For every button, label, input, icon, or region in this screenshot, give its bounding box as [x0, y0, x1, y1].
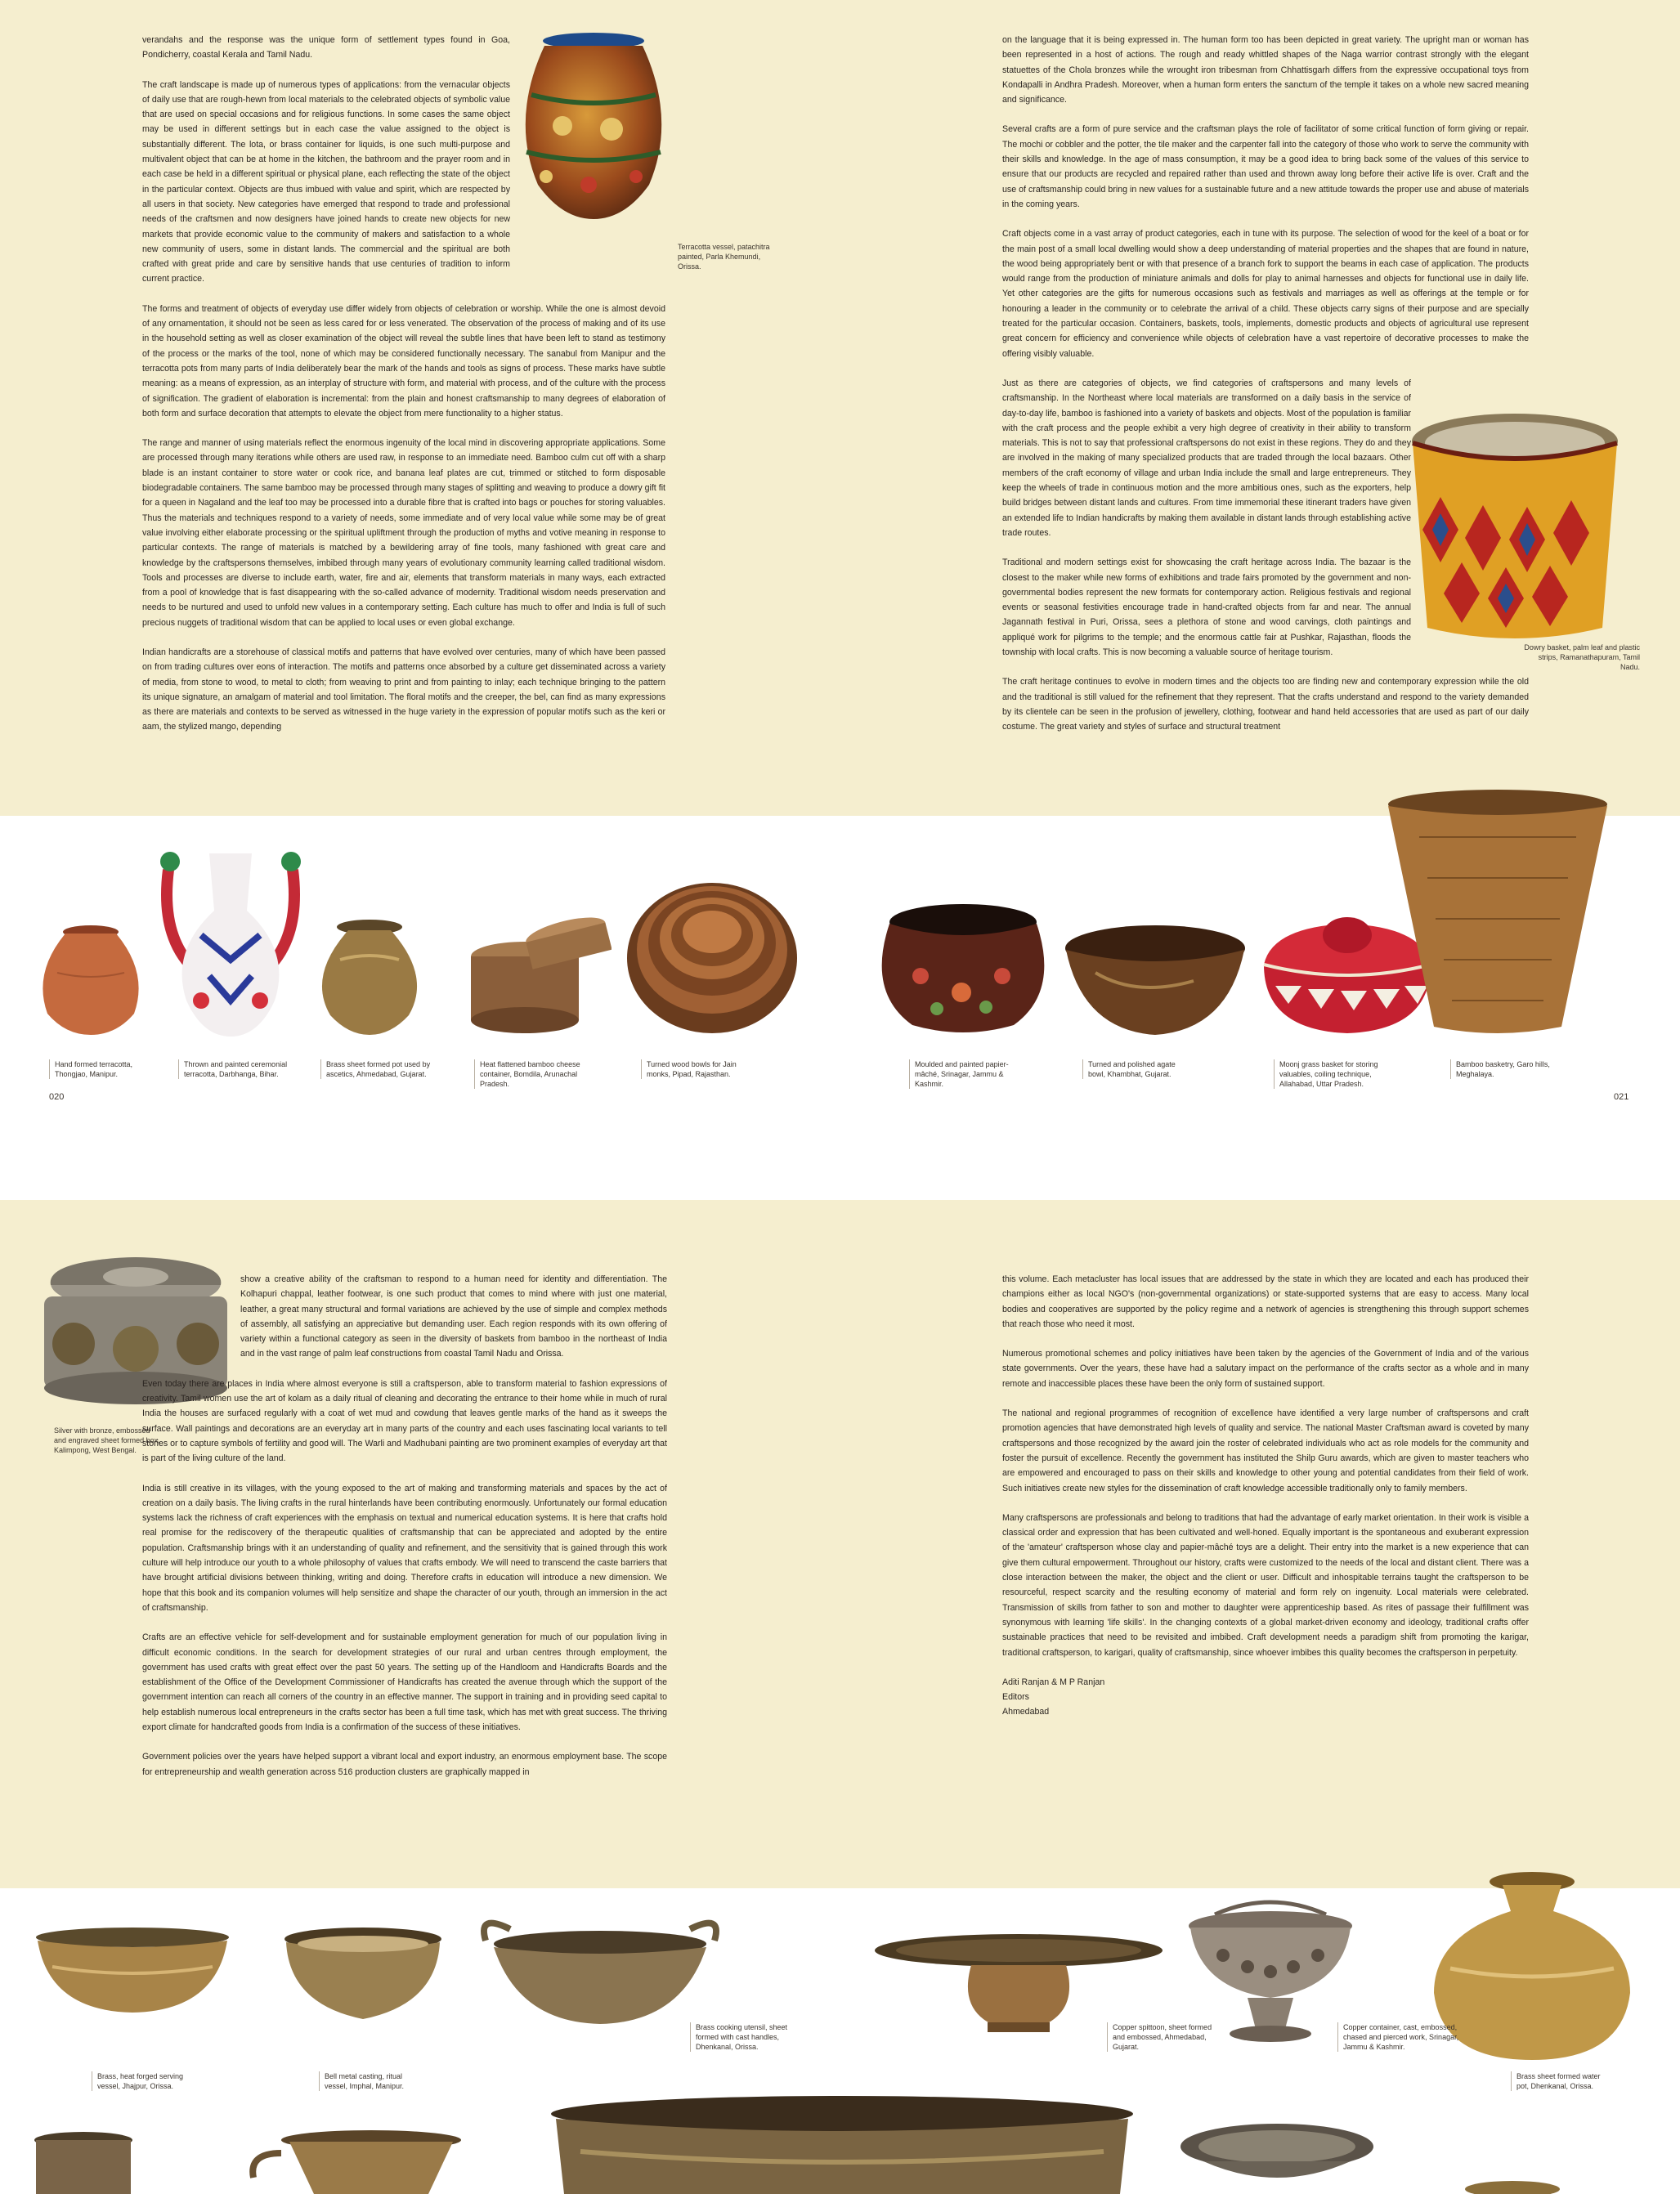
- paragraph: Government policies over the years have helped support a vibrant local and export industry, an enormous employment base. The scope for entrepreneurship and wealth generation across 516 production clusters are graphically mapped in: [142, 1752, 667, 1777]
- paragraph: Just as there are categories of objects, we find categories of craftspersons and many levels of craftsmanship. In the Northeast where local materials are transformed on a daily basis in the service of day-to-day life, bamboo is fashioned into a variety of baskets and objects. Most of the population is familiar with the craft process and the people exhibit a very high degree of creativity in their ability to transform materials. This is not to say that professional craftspersons do not exist in these regions. They do and they are involved in the making of many specialized products that are traded through the local bazaars. Other members of the craft economy of village and urban India include the small and large entrepreneurs. They keep the wheels of trade in continuous motion and the more ambitious ones, such as the exporters, help build bridges between distant lands and cultures. From time immemorial these itinerant traders have given an extended life to Indian handicrafts by making them available in distant lands through establishing active trade routes.: [1002, 378, 1411, 538]
- strip-caption: Moonj grass basket for storing valuables, coiling technique, Allahabad, Uttar Pradesh.: [1274, 1059, 1394, 1089]
- brass-cooking-utensil-image: [477, 1916, 723, 2026]
- paragraph: Indian handicrafts are a storehouse of classical motifs and patterns that have evolved over centuries, many of which have been passed on from trading cultures over eons of interaction. The motifs and patterns once absorbed by a culture get disseminated across a variety of media, from stone to wood, to metal to cloth; from weaving to print and from painting to inlay; each technique bringing to the pattern its unique signature, an amalgam of material and tool limitation. The floral motifs and the creeper, the bel, can find as many expressions as there are materials and contexts to be served as witnessed in the huge variety in the expression of popular motifs such as the keri or aam, the stylized mango, depending: [142, 647, 665, 732]
- paragraph: on the language that it is being expressed in. The human form too has been depicted in great variety. The upright man or woman has been represented in a host of actions. The rough and ready whittled shapes of the Naga warrior contrast strongly with the elegant statuettes of the Chola bronzes while the wrought iron tribesman from Chhattisgarh differs from the expressive occupational toys from Kondapalli in Andhra Pradesh. Moreover, when a human form enters the sanctum of the temple it takes on a whole new sacred meaning and significance.: [1002, 35, 1529, 105]
- papier-mache-image: [871, 902, 1055, 1033]
- strip-caption: Bamboo basketry, Garo hills, Meghalaya.: [1450, 1059, 1562, 1079]
- brass-small-object-image: [1463, 2178, 1561, 2194]
- paragraph: The range and manner of using materials reflect the enormous ingenuity of the local mind in discovering appropriate applications. Some are processed through many iterations while others are used raw, in response to an immediate need. Bamboo culm cut off with a sharp blade is an instant container to store water or cook rice, and banana leaf plates are cut, trimmed or stitched to form disposable biodegradable containers. The same bamboo may be processed through many stages of splitting and weaving to produce a dowry gift fit for a queen in Nagaland and the leaf too may be processed into a durable fibre that is crafted into bags or pouches for storing valuables. Thus the materials and techniques respond to a variety of needs, some immediate and of very local value while some may be of great value involving either elaborate processing or the spiritual upliftment through the production of myths and votive meaning in response to particular contexts. The range of materials is matched by a bewildering array of fine tools, many fashioned with great care and knowledge by the craftspersons themselves, imbibed through many years of evolutionary community learning called traditional wisdom. Tools and processes are diverse to include earth, water, fire and air, elements that transform materials in many ways, each extracted from a pool of knowledge that is fast disappearing with the so-called advance of modernity. Traditional wisdom needs preservation and needs to be nurtured and used to unfold new values in a contemporary setting. Each culture has much to offer and India is full of such precious nuggets of traditional wisdom that can be applied to local uses or even global exchange.: [142, 438, 665, 628]
- paragraph: Several crafts are a form of pure service and the craftsman plays the role of facilitator of some critical function of form giving or repair. The mochi or cobbler and the potter, the tile maker and the carpenter fall into the category of those who work to serve the community with their skills and knowledge. In the age of mass consumption, it may be a good idea to bring back some of the values of this service to ensure that our products are recycled and repaired rather than used and thrown away long before their active life is over. Craft and the use of craftsmanship could bring in new values for a sustainable future and a new attitude towards the proper use and abuse of materials in the coming years.: [1002, 124, 1529, 209]
- brass-pot-image: [307, 919, 432, 1035]
- brass-jug-image: [249, 2129, 461, 2194]
- paragraph: Craft objects come in a vast array of product categories, each in tune with its purpose. The selection of wood for the keel of a boat or for the main post of a small local dwelling would show a deep understanding of material properties and the shapes that are found in nature, the wood being appropriately bent or with that presence of a branch fork to support the beams in each case of application. The products would range from the production of miniature animals and dolls for play to animal harnesses and objects for functional use in daily life. Yet other categories are the gifts for numerous occasions such as festivals and marriages as well as offerings at the temple or for honouring a leader in the community or to celebrate the arrival of a child. These objects carry signs of their purpose and are specially treated for the particular occasion. Containers, baskets, tools, implements, domestic products and objects of agricultural use represent great concern for efficiency and convenience while objects of celebration have a vast repertoire of decorative processes to make the offering visibly valuable.: [1002, 229, 1529, 359]
- agate-bowl-image: [1063, 924, 1248, 1035]
- paragraph: Many craftspersons are professionals and belong to traditions that had the advantage of early market orientation. In their work is visible a classical order and expression that has been cultivated and well-honed. Equally important is the spontaneous and exuberant expression of the 'amateur' craftsperson whose clay and papier-mâché toys are a delight. Their entry into the market is a new experience that can give them cultural empowerment. Throughout our history, crafts were customized to the needs of the local and distant client. There was a close interaction between the maker, the object and the client or user. Difficult and inhospitable terrains taught the craftsperson to be resourceful, respect scarcity and the resulting economy of material and form rely on ingenuity. Local materials were celebrated. Transmission of skills from father to son and mother to daughter were apprenticeship based. As rites of passage their fulfillment was synonymous with learning 'life skills'. In the changing contexts of a global market-driven economy and ideology, traditional crafts offer sustainable practices that need to be revisited and imbibed. Craft development needs a paradigm shift from promoting the karigar, traditional craftsperson, to karigari, quality of craftsmanship, since whoever imbibes this quality becomes the craftsperson in perpetuity.: [1002, 1512, 1529, 1658]
- strip-caption: Heat flattened bamboo cheese container, Bomdila, Arunachal Pradesh.: [474, 1059, 594, 1089]
- paragraph: The national and regional programmes of recognition of excellence have identified a very large number of craftspersons and craft promotion agencies that have demonstrated high levels of quality and service. The national Master Craftsman award is coveted by many craftspersons and those recognized by the award join the roster of celebrated individuals who act as role models for the community and foster the pursuit of excellence. Recently the government has instituted the Shilp Guru awards, which are given to master teachers who are empowered and encouraged to pass on their skills and knowledge to other young and potential candidates from their field of work. Such initiatives create new styles for the dissemination of craft knowledge accessible traditionally only to family members.: [1002, 1408, 1529, 1493]
- strip-caption: Brass sheet formed pot used by ascetics, Ahmedabad, Gujarat.: [320, 1059, 432, 1079]
- bamboo-basketry-image: [1387, 788, 1609, 1035]
- strip-caption: Copper container, cast, embossed, chased and pierced work, Srinagar, Jammu & Kashmir.: [1337, 2022, 1466, 2052]
- signature: [1002, 1675, 1529, 1720]
- signature-names: Aditi Ranjan & M P Ranjan: [1002, 1677, 1105, 1687]
- paragraph: Even today there are places in India where almost everyone is still a craftsperson, able to transform material to fashion expressions of creativity. Tamil women use the art of kolam as a daily ritual of cleaning and decorating the entrance to their home while in much of rural India the houses are surfaced regularly with a coat of wet mud and cowdung that leaves gentle marks of the hand as it sweeps the surface. Wall paintings and decorations are an everyday art in many parts of the country and each uses fascinating local variants to tell stories or to capture symbols of fertility and good will. The Warli and Madhubani painting are two prominent examples of everyday art that is part of the living culture of the land.: [142, 1378, 667, 1464]
- brass-vessel-lower-left-image: [33, 2130, 134, 2194]
- bamboo-cheese-container-image: [453, 906, 612, 1033]
- signature-place: Ahmedabad: [1002, 1707, 1050, 1717]
- strip-caption: Brass cooking utensil, sheet formed with cast handles, Dhenkanal, Orissa.: [690, 2022, 810, 2052]
- strip-caption: Hand formed terracotta, Thongjao, Manipur.: [49, 1059, 161, 1079]
- strip-caption: Turned wood bowls for Jain monks, Pipad, Rajasthan.: [641, 1059, 753, 1079]
- spread2-left-column: [142, 1272, 667, 1780]
- strip-caption: Bell metal casting, ritual vessel, Imphal, Manipur.: [319, 2071, 423, 2091]
- paragraph: show a creative ability of the craftsman to respond to a human need for identity and differentiation. The Kolhapuri chappal, leather footwear, is one such product that comes to mind where with just one material, leather, a great many structural and formal variations are achieved by the use of simple and complex methods of assembly, all satisfying an appreciative but demanding user. Each region responds with its own offering of variety within a functional category as seen in the diversity of baskets from bamboo in the northeast of India and in the vast range of palm leaf constructions from coastal Tamil Nadu and Orissa.: [240, 1274, 667, 1359]
- wood-bowls-image: [625, 860, 800, 1035]
- page-number-left: 020: [49, 1092, 65, 1102]
- paragraph: The craft heritage continues to evolve in modern times and the objects too are finding new and contemporary expression while the old and the traditional is still valued for the refinement that they represent. That the crafts understand and respond to the variety demanded by its clientele can be seen in the profusion of jewellery, clothing, footwear and hand held accessories that are used as part of our daily costume. The great variety and styles of surface and structural treatment: [1002, 677, 1529, 732]
- strip-caption: Brass, heat forged serving vessel, Jhajpur, Orissa.: [92, 2071, 195, 2091]
- spread2-right-column: [1002, 1272, 1529, 1720]
- paragraph: The craft landscape is made up of numerous types of applications: from the vernacular objects of daily use that are rough-hewn from local materials to the celebrated objects of symbolic value that are used on special occasions and for religious functions. In some cases the same object may be used in different settings but in each case the value assigned to the object is substantially different. The lota, or brass container for liquids, is one such multi-purpose and multivalent object that can be at home in the kitchen, the bathroom and the prayer room and in each case be held in a different spiritual or physical plane, each reflecting the state of the object in the particular context. Objects are thus imbued with value and spirit, which are respected by all users in that society. New categories have emerged that respond to trade and professional needs of the craftsmen and now designers have joined hands to create new objects for new markets that provide economic value to the community of makers and satisfaction to a whole new community of users, some in distant lands. The commercial and the spiritual are both crafted with great pride and care by sensitive hands that use centuries of tradition to inform current practice.: [142, 79, 510, 284]
- paragraph: India is still creative in its villages, with the young exposed to the art of making and transforming materials and spaces by the act of creation on a daily basis. The living crafts in the rural hinterlands have been contributing enormously. Unfortunately our formal education systems lack the richness of craft experiences with the emphasis on textual and numerical education systems. It is here that crafts hold real promise for the rediscovery of the therapeutic qualities of craftsmanship that can be appreciated and adopted by the entire population. Craftsmanship brings with it an understanding of quality and refinement, and the sensitivity that is gained through this work culture will help introduce our youth to a whole philosophy of values that crafts embody. We will need to transcend the caste barriers that have brought artificial divisions between thinking, writing and doing. Therefore crafts in education will introduce a new dimension. We hope that this book and its companion volumes will help sensitize and shape the character of our youth, through an immersion in the act of craftsmanship.: [142, 1483, 667, 1613]
- spread1-left-column: [142, 33, 665, 735]
- strip-caption: Turned and polished agate bowl, Khambhat, Gujarat.: [1082, 1059, 1186, 1079]
- spread1-right-column: [1002, 33, 1529, 734]
- painted-terracotta-image: [152, 837, 309, 1037]
- paragraph: Numerous promotional schemes and policy initiatives have been taken by the agencies of the Government of India and of the various state governments. Over the years, these have had a salutary impact on the performance of the crafts sector as a whole and in many remote and inaccessible places these have been the only form of sustained support.: [1002, 1349, 1529, 1389]
- paragraph: verandahs and the response was the unique form of settlement types found in Goa, Pondicherry, coastal Kerala and Tamil Nadu.: [142, 35, 510, 60]
- paragraph: Crafts are an effective vehicle for self-development and for sustainable employment generation for much of our population living in difficult economic conditions. In the search for development strategies of our rural and urban centres through employment, the government has used crafts with great effect over the past 50 years. The setting up of the Handloom and Handicrafts Boards and the establishment of the Office of the Development Commissioner of Handicrafts has created the avenue through which the support of the government intention can reach all corners of the country in an effective manner. The support in training and in providing seed capital to help establish numerous local entrepreneurs in the crafts sector has been a full time task, which has met with great success. The thriving export climate for handcrafted goods from India is a confirmation of the success of these initiatives.: [142, 1632, 667, 1733]
- silver-box-caption: Silver with bronze, embossed and engraved sheet formed box, Kalimpong, West Bengal.: [54, 1426, 160, 1454]
- copper-spittoon-image: [873, 1932, 1164, 2034]
- paragraph: this volume. Each metacluster has local issues that are addressed by the state in which they are located and each has produced their champions either as local NGO's (non-governmental organizations) or state-supported systems that are easy to access. Many local bodies and cooperatives are supported by the policy regime and a network of agencies is strengthening this through support schemes that reach those who need it most.: [1002, 1274, 1529, 1329]
- large-brass-cauldron-image: [548, 2094, 1136, 2194]
- paragraph: Traditional and modern settings exist for showcasing the craft heritage across India. The bazaar is the closest to the maker while new forms of exhibitions and trade fairs promoted by the government and non-governmental bodies represent the new formats for contemporary action. Religious festivals and regional events or seasonal festivities encourage trade in hand-crafted objects from far and near. The annual Jagannath festival in Puri, Orissa, sees a plethora of stone and wood carvings, cloth paintings and appliqué work for pilgrims to the temple; and the enormous cattle fair at Pushkar, Rajasthan, floods the township with local crafts. This is now becoming a valuable source of heritage tourism.: [1002, 557, 1411, 657]
- strip-caption: Moulded and painted papier-mâché, Srinagar, Jammu & Kashmir.: [909, 1059, 1021, 1089]
- paragraph: The forms and treatment of objects of everyday use differ widely from objects of celebration or worship. While the one is almost devoid of any ornamentation, it should not be seen as less cared for or less venerated. The observation of the process of making and of its use in the household setting as well as closer examination of the object will reveal the subtle lines that have been left to stand as testimony of the process or the marks of the tool, none of which may be considered functionally necessary. The sanabul from Manipur and the terracotta pots from many parts of India deliberately bear the mark of the hands and tools as signs of process. These marks have subtle meaning: as a means of expression, as an interplay of structure with form, and material with process, and of the culture with the process of signification. The gradient of elaboration is incremental: from the plain and honest craftsmanship to many degrees of elaboration of both form and surface decoration that attempts to elevate the object from mere functionality to a higher status.: [142, 303, 665, 419]
- bell-metal-vessel-image: [281, 1926, 445, 2022]
- terracotta-pot-image: [33, 924, 149, 1035]
- dowry-basket-caption: Dowry basket, palm leaf and plastic strips, Ramanathapuram, Tamil Nadu.: [1524, 643, 1640, 671]
- page-number-right: 021: [1614, 1092, 1629, 1102]
- strip-caption: Brass sheet formed water pot, Dhenkanal, Orissa.: [1511, 2071, 1615, 2091]
- signature-role: Editors: [1002, 1692, 1029, 1703]
- strip-caption: Copper spittoon, sheet formed and embossed, Ahmedabad, Gujarat.: [1107, 2022, 1219, 2052]
- strip-caption: Thrown and painted ceremonial terracotta, Darbhanga, Bihar.: [178, 1059, 290, 1079]
- terracotta-vessel-caption: Terracotta vessel, patachitra painted, Parla Khemundi, Orissa.: [678, 243, 770, 271]
- copper-container-image: [1182, 1898, 1359, 2042]
- brass-plate-image: [1179, 2122, 1375, 2194]
- brass-serving-vessel-image: [33, 1926, 232, 2014]
